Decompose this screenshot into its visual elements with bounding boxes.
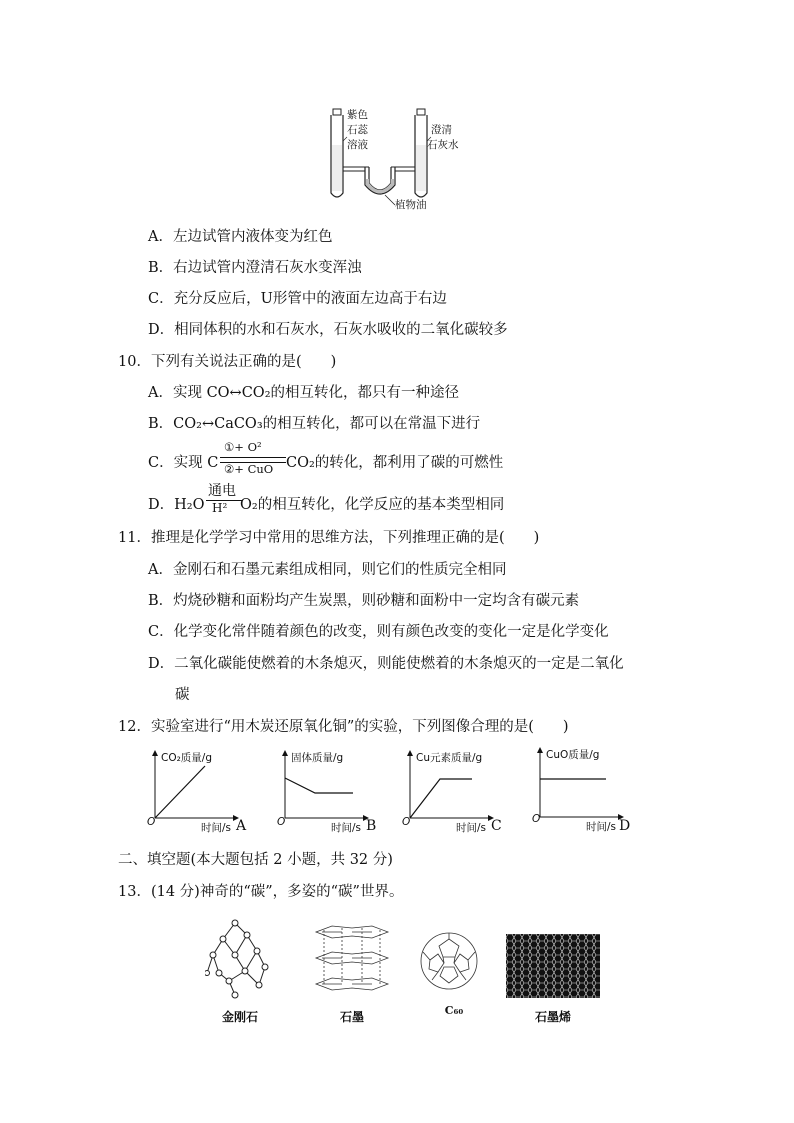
q9-option-b: B．右边试管内澄清石灰水变浑浊 — [148, 260, 362, 276]
caption-c60: C₆₀ — [444, 1004, 464, 1017]
graph-a — [145, 748, 260, 833]
label-limewater: 石灰水 — [427, 139, 459, 151]
graph-a-origin: O — [147, 816, 156, 828]
caption-graphene: 石墨烯 — [534, 1010, 571, 1024]
graph-a-xlabel: 时间/s — [201, 822, 232, 834]
graph-b-origin: O — [277, 816, 286, 828]
q10-d-top: 通电 — [208, 483, 236, 499]
graph-b-xlabel: 时间/s — [331, 822, 362, 834]
q10-c-suffix: CO₂的转化，都利用了碳的可燃性 — [286, 455, 504, 471]
section-heading: 二、填空题(本大题包括 2 小题，共 32 分) — [118, 852, 393, 868]
diamond-structure-image — [205, 915, 275, 1005]
q10-option-a: A．实现 CO↔CO₂的相互转化，都只有一种途径 — [148, 385, 460, 401]
graph-c-letter: C — [491, 818, 502, 834]
graph-d-origin: O — [532, 813, 541, 825]
graphite-structure-image — [312, 922, 392, 1002]
q10-c-top: ①+ O² — [224, 440, 262, 454]
apparatus-figure — [325, 105, 475, 215]
q11-option-d-continued: 碳 — [175, 687, 190, 703]
graph-c-xlabel: 时间/s — [456, 822, 487, 834]
label-vegetable-oil: 植物油 — [395, 199, 427, 211]
graph-c-ylabel: Cu元素质量/g — [416, 752, 483, 764]
q11-option-b: B．灼烧砂糖和面粉均产生炭黑，则砂糖和面粉中一定均含有碳元素 — [148, 593, 580, 609]
q10-c-arrow — [220, 457, 286, 458]
graph-c-curve — [410, 779, 472, 818]
q10-d-bottom: H² — [212, 501, 228, 515]
q11-option-c: C．化学变化常伴随着颜色的改变，则有颜色改变的变化一定是化学变化 — [148, 624, 609, 640]
q10-c-prefix: C．实现 C — [148, 455, 219, 471]
q11-option-a: A．金刚石和石墨元素组成相同，则它们的性质完全相同 — [148, 562, 507, 578]
graph-c — [400, 748, 515, 833]
q10-option-d — [148, 480, 568, 520]
q11-option-d: D．二氧化碳能使燃着的木条熄灭，则能使燃着的木条熄灭的一定是二氧化 — [148, 656, 624, 672]
q10-d-prefix: D．H₂O — [148, 497, 205, 513]
label-purple: 紫色 — [347, 109, 368, 121]
graph-c-origin: O — [402, 816, 411, 828]
q11-stem: 11．推理是化学学习中常用的思维方法，下列推理正确的是( ) — [118, 530, 540, 546]
q9-option-d: D．相同体积的水和石灰水，石灰水吸收的二氧化碳较多 — [148, 322, 508, 338]
q13-stem: 13．(14 分)神奇的“碳”，多姿的“碳”世界。 — [118, 884, 404, 900]
graph-b-letter: B — [366, 818, 377, 834]
graph-b-curve — [285, 778, 353, 793]
q9-option-c: C．充分反应后，U形管中的液面左边高于右边 — [148, 291, 447, 307]
q10-option-c — [148, 440, 548, 480]
q9-option-a: A．左边试管内液体变为红色 — [148, 229, 333, 245]
graph-a-ylabel: CO₂质量/g — [161, 752, 213, 764]
q12-stem: 12．实验室进行“用木炭还原氧化铜”的实验，下列图像合理的是( ) — [118, 719, 569, 735]
label-litmus: 石蕊 — [347, 124, 368, 136]
graphene-structure-image — [506, 934, 600, 998]
q10-option-b: B．CO₂↔CaCO₃的相互转化，都可以在常温下进行 — [148, 416, 481, 432]
label-clear: 澄清 — [431, 124, 452, 136]
graph-b-ylabel: 固体质量/g — [291, 752, 344, 764]
graph-d-ylabel: CuO质量/g — [546, 749, 600, 761]
q10-stem: 10．下列有关说法正确的是( ) — [118, 354, 337, 370]
graph-b — [275, 748, 390, 833]
caption-diamond: 金刚石 — [221, 1010, 258, 1024]
c60-structure-image — [418, 930, 480, 992]
graph-a-letter: A — [236, 818, 247, 834]
q10-d-suffix: O₂的相互转化，化学反应的基本类型相同 — [240, 497, 505, 513]
label-solution: 溶液 — [347, 139, 368, 151]
graph-d-xlabel: 时间/s — [586, 821, 617, 833]
caption-graphite: 石墨 — [339, 1010, 364, 1024]
graph-a-curve — [155, 766, 205, 818]
q10-c-bottom: ②+ CuO — [224, 462, 274, 476]
graph-d — [530, 745, 645, 833]
graph-d-letter: D — [619, 818, 631, 834]
